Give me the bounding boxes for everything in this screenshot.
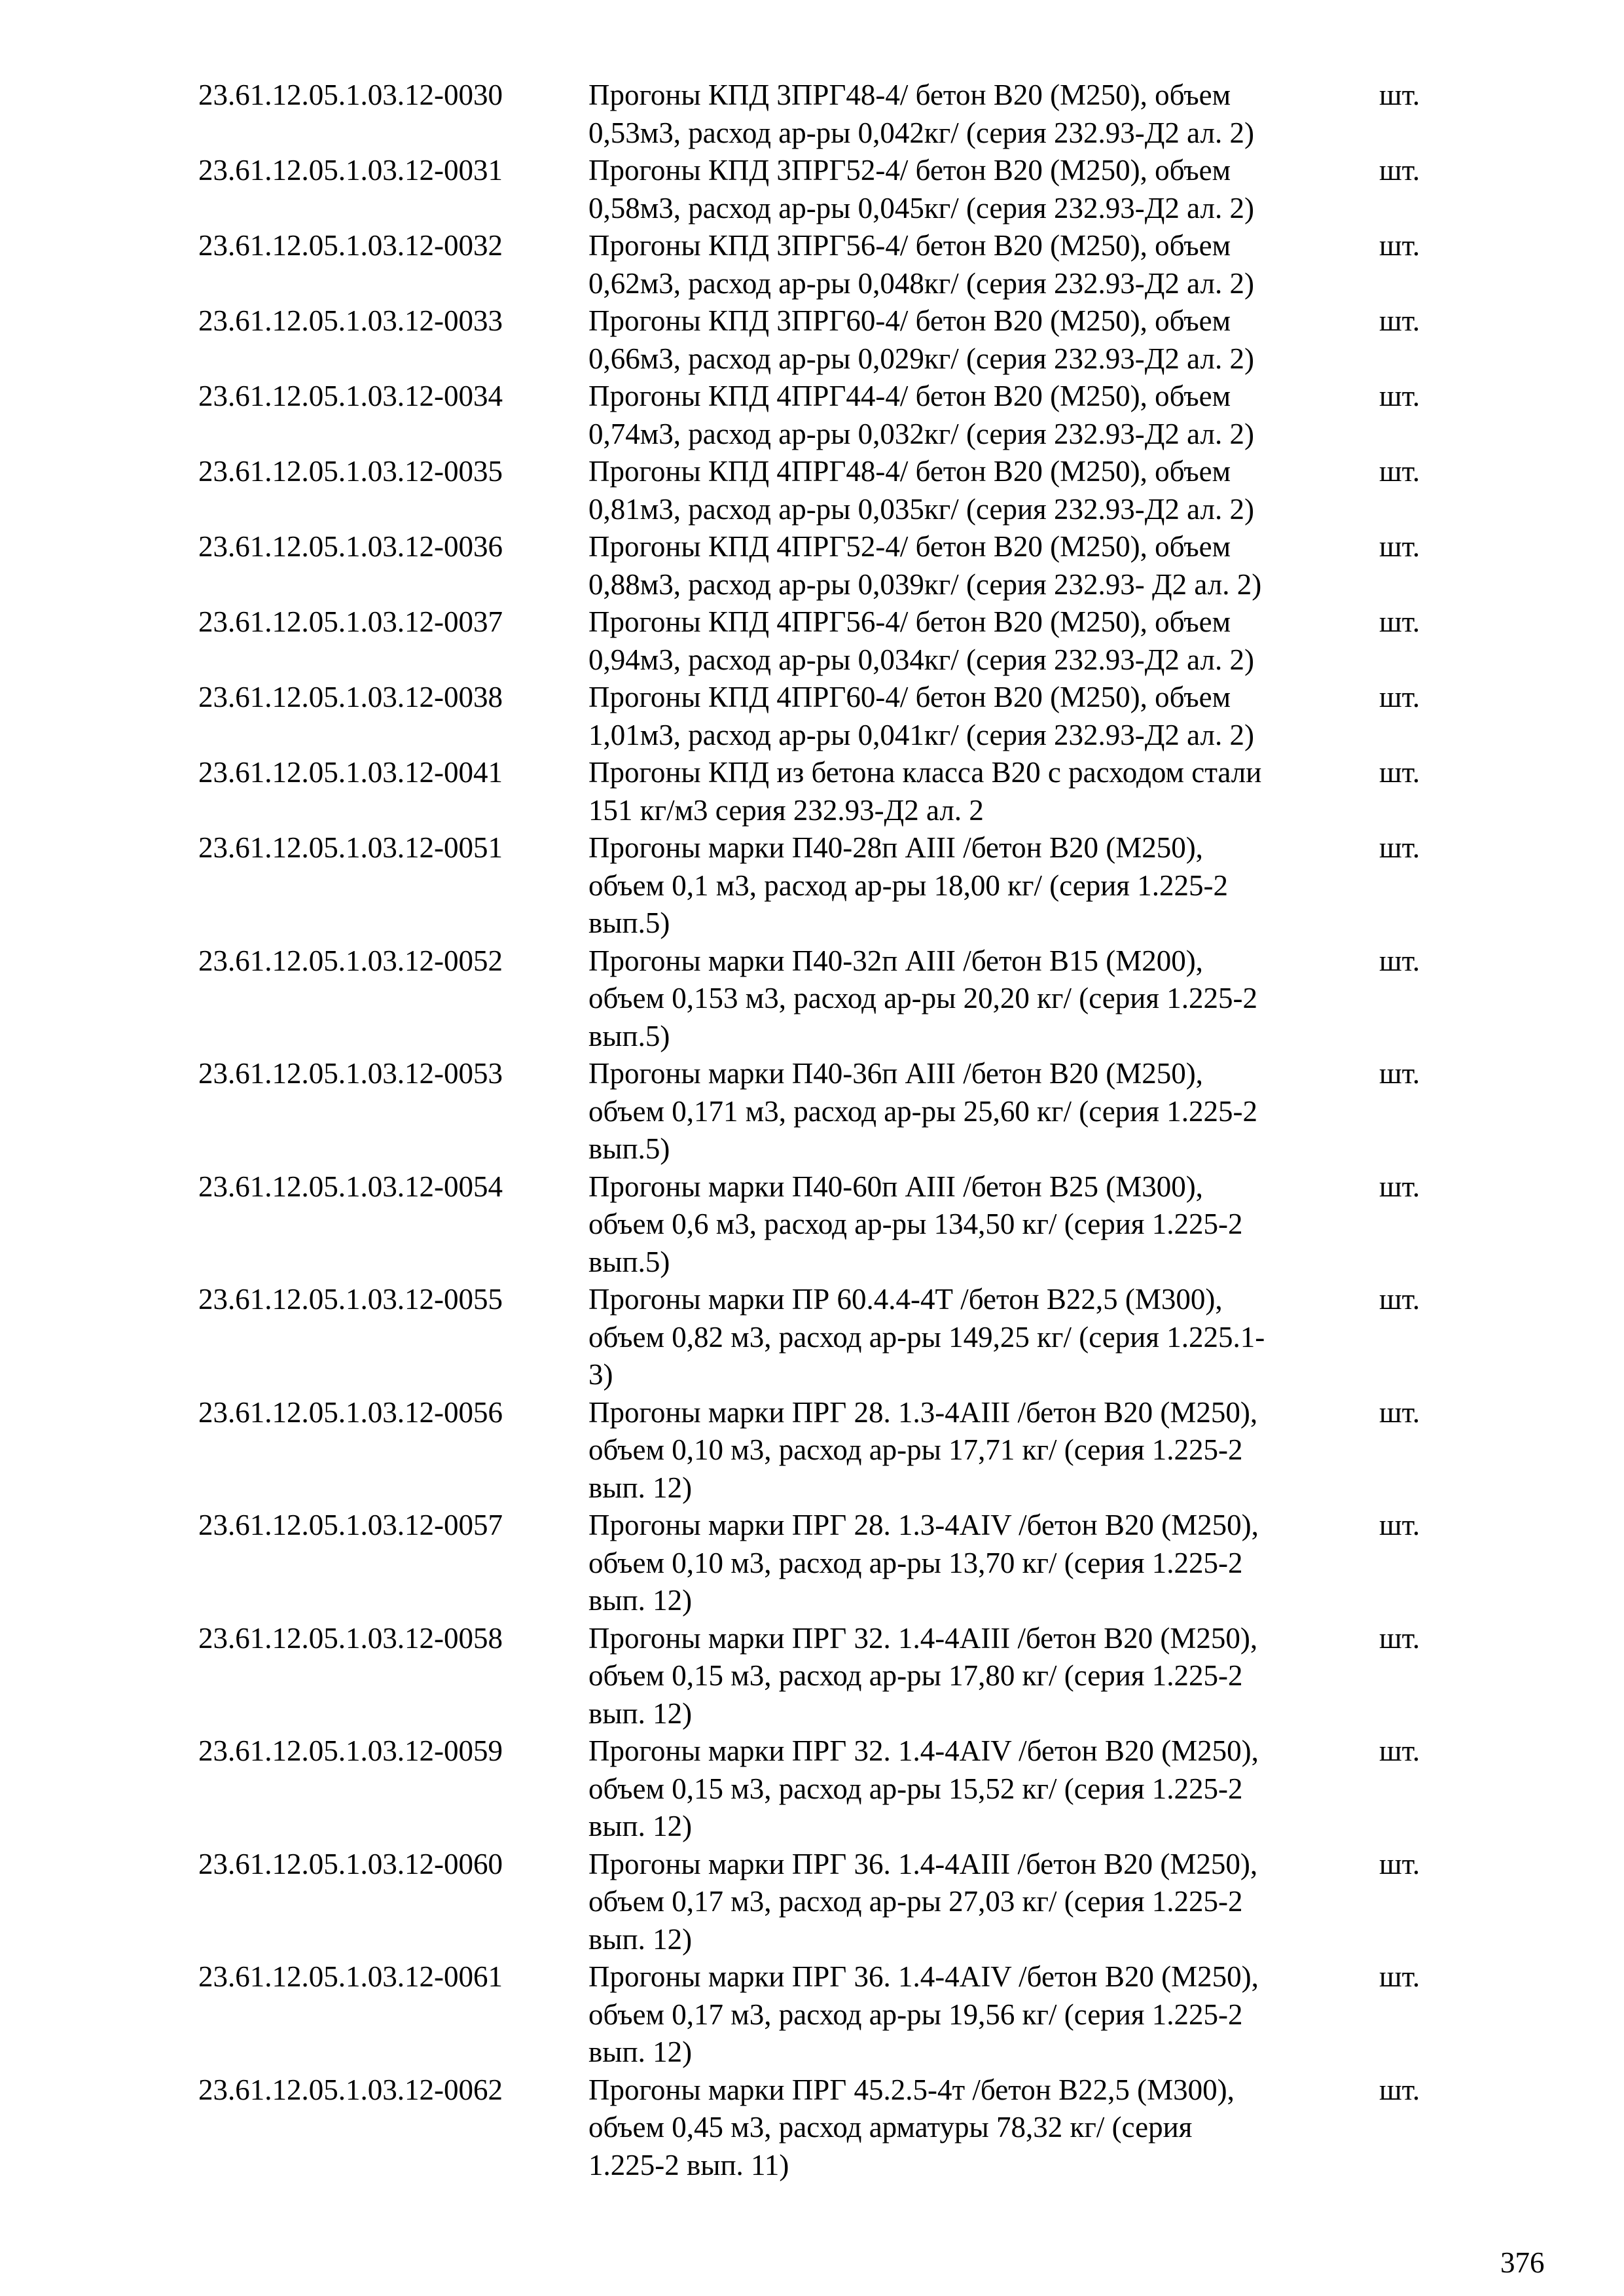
row-description: Прогоны марки ПРГ 36. 1.4-4АIII /бетон В20 (М250), объем 0,17 м3, расход ар-ры 27,03 кг/ (серия 1.225-2 вып. 12) bbox=[588, 1847, 1258, 1956]
page-number: 376 bbox=[1500, 2246, 1545, 2279]
table-row bbox=[198, 603, 1442, 679]
table-row bbox=[198, 1620, 1442, 1733]
price-list-table bbox=[198, 77, 1442, 2184]
row-unit: шт. bbox=[1379, 455, 1420, 488]
row-description: Прогоны марки ПРГ 28. 1.3-4АIV /бетон В20 (М250), объем 0,10 м3, расход ар-ры 13,70 кг/ (серия 1.225-2 вып. 12) bbox=[588, 1509, 1259, 1617]
row-description: Прогоны марки П40-32п АIII /бетон В15 (М200), объем 0,153 м3, расход ар-ры 20,20 кг/ (серия 1.225-2 вып.5) bbox=[588, 944, 1257, 1052]
row-code: 23.61.12.05.1.03.12-0034 bbox=[198, 380, 503, 412]
row-description: Прогоны КПД 4ПРГ44-4/ бетон В20 (М250), объем 0,74м3, расход ар-ры 0,032кг/ (серия 232.93-Д2 ал. 2) bbox=[588, 380, 1254, 450]
row-unit: шт. bbox=[1379, 1847, 1420, 1880]
row-code: 23.61.12.05.1.03.12-0032 bbox=[198, 229, 503, 262]
table-row bbox=[198, 1507, 1442, 1620]
table-row bbox=[198, 1732, 1442, 1846]
row-description: Прогоны марки ПР 60.4.4-4Т /бетон В22,5 (М300), объем 0,82 м3, расход ар-ры 149,25 кг/ (серия 1.225.1- 3) bbox=[588, 1283, 1265, 1391]
table-row bbox=[198, 1055, 1442, 1168]
table-row bbox=[198, 942, 1442, 1056]
row-unit: шт. bbox=[1379, 605, 1420, 638]
row-unit: шт. bbox=[1379, 1057, 1420, 1090]
table-row bbox=[198, 302, 1442, 378]
row-code: 23.61.12.05.1.03.12-0062 bbox=[198, 2073, 503, 2106]
row-unit: шт. bbox=[1379, 1960, 1420, 1993]
table-row bbox=[198, 1394, 1442, 1507]
table-row bbox=[198, 453, 1442, 528]
row-code: 23.61.12.05.1.03.12-0036 bbox=[198, 530, 503, 563]
row-unit: шт. bbox=[1379, 79, 1420, 111]
row-code: 23.61.12.05.1.03.12-0031 bbox=[198, 154, 503, 187]
row-unit: шт. bbox=[1379, 756, 1420, 789]
table-row bbox=[198, 1281, 1442, 1394]
table-row bbox=[198, 77, 1442, 152]
row-description: Прогоны марки ПРГ 32. 1.4-4АIV /бетон В20 (М250), объем 0,15 м3, расход ар-ры 15,52 кг/ (серия 1.225-2 вып. 12) bbox=[588, 1734, 1259, 1842]
row-unit: шт. bbox=[1379, 1509, 1420, 1541]
row-description: Прогоны КПД 4ПРГ56-4/ бетон В20 (М250), объем 0,94м3, расход ар-ры 0,034кг/ (серия 232.93-Д2 ал. 2) bbox=[588, 605, 1254, 676]
row-unit: шт. bbox=[1379, 380, 1420, 412]
row-description: Прогоны марки ПРГ 36. 1.4-4АIV /бетон В20 (М250), объем 0,17 м3, расход ар-ры 19,56 кг/ (серия 1.225-2 вып. 12) bbox=[588, 1960, 1259, 2068]
row-unit: шт. bbox=[1379, 1621, 1420, 1655]
table-row bbox=[198, 1958, 1442, 2072]
row-unit: шт. bbox=[1379, 1170, 1420, 1203]
row-code: 23.61.12.05.1.03.12-0057 bbox=[198, 1509, 503, 1541]
table-row bbox=[198, 829, 1442, 942]
table-row bbox=[198, 152, 1442, 227]
row-unit: шт. bbox=[1379, 681, 1420, 713]
row-description: Прогоны КПД 3ПРГ60-4/ бетон В20 (М250), объем 0,66м3, расход ар-ры 0,029кг/ (серия 232.93-Д2 ал. 2) bbox=[588, 304, 1254, 375]
row-description: Прогоны КПД 3ПРГ56-4/ бетон В20 (М250), объем 0,62м3, расход ар-ры 0,048кг/ (серия 232.93-Д2 ал. 2) bbox=[588, 229, 1254, 300]
table-row bbox=[198, 227, 1442, 302]
row-code: 23.61.12.05.1.03.12-0053 bbox=[198, 1057, 503, 1090]
row-description: Прогоны марки ПРГ 28. 1.3-4АIII /бетон В20 (М250), объем 0,10 м3, расход ар-ры 17,71 кг/ (серия 1.225-2 вып. 12) bbox=[588, 1395, 1258, 1504]
row-code: 23.61.12.05.1.03.12-0055 bbox=[198, 1283, 503, 1316]
row-code: 23.61.12.05.1.03.12-0058 bbox=[198, 1621, 503, 1655]
row-code: 23.61.12.05.1.03.12-0033 bbox=[198, 304, 503, 337]
row-code: 23.61.12.05.1.03.12-0060 bbox=[198, 1847, 503, 1880]
row-unit: шт. bbox=[1379, 831, 1420, 864]
table-row bbox=[198, 2072, 1442, 2185]
row-code: 23.61.12.05.1.03.12-0041 bbox=[198, 756, 503, 789]
table-row bbox=[198, 754, 1442, 829]
table-row bbox=[198, 679, 1442, 754]
row-description: Прогоны КПД 3ПРГ52-4/ бетон В20 (М250), объем 0,58м3, расход ар-ры 0,045кг/ (серия 232.93-Д2 ал. 2) bbox=[588, 154, 1254, 224]
row-description: Прогоны марки ПРГ 32. 1.4-4АIII /бетон В20 (М250), объем 0,15 м3, расход ар-ры 17,80 кг/ (серия 1.225-2 вып. 12) bbox=[588, 1621, 1258, 1730]
row-code: 23.61.12.05.1.03.12-0037 bbox=[198, 605, 503, 638]
row-unit: шт. bbox=[1379, 1395, 1420, 1429]
row-unit: шт. bbox=[1379, 1283, 1420, 1316]
row-description: Прогоны марки ПРГ 45.2.5-4т /бетон В22,5 (М300), объем 0,45 м3, расход арматуры 78,32 кг/ (серия 1.225-2 вып. 11) bbox=[588, 2073, 1235, 2181]
table-row bbox=[198, 378, 1442, 453]
row-description: Прогоны марки П40-60п АIII /бетон В25 (М300), объем 0,6 м3, расход ар-ры 134,50 кг/ (серия 1.225-2 вып.5) bbox=[588, 1170, 1243, 1278]
row-description: Прогоны КПД 4ПРГ60-4/ бетон В20 (М250), объем 1,01м3, расход ар-ры 0,041кг/ (серия 232.93-Д2 ал. 2) bbox=[588, 681, 1254, 751]
row-description: Прогоны марки П40-28п АIII /бетон В20 (М250), объем 0,1 м3, расход ар-ры 18,00 кг/ (серия 1.225-2 вып.5) bbox=[588, 831, 1228, 939]
row-description: Прогоны КПД 4ПРГ48-4/ бетон В20 (М250), объем 0,81м3, расход ар-ры 0,035кг/ (серия 232.93-Д2 ал. 2) bbox=[588, 455, 1254, 526]
row-description: Прогоны марки П40-36п АIII /бетон В20 (М250), объем 0,171 м3, расход ар-ры 25,60 кг/ (серия 1.225-2 вып.5) bbox=[588, 1057, 1257, 1165]
row-description: Прогоны КПД из бетона класса В20 с расходом стали 151 кг/м3 серия 232.93-Д2 ал. 2 bbox=[588, 756, 1262, 827]
row-unit: шт. bbox=[1379, 229, 1420, 262]
row-unit: шт. bbox=[1379, 1734, 1420, 1767]
row-code: 23.61.12.05.1.03.12-0052 bbox=[198, 944, 503, 977]
row-unit: шт. bbox=[1379, 530, 1420, 563]
row-unit: шт. bbox=[1379, 2073, 1420, 2106]
row-code: 23.61.12.05.1.03.12-0030 bbox=[198, 79, 503, 111]
row-code: 23.61.12.05.1.03.12-0054 bbox=[198, 1170, 503, 1203]
row-description: Прогоны КПД 4ПРГ52-4/ бетон В20 (М250), объем 0,88м3, расход ар-ры 0,039кг/ (серия 232.93- Д2 ал. 2) bbox=[588, 530, 1262, 601]
row-code: 23.61.12.05.1.03.12-0038 bbox=[198, 681, 503, 713]
row-code: 23.61.12.05.1.03.12-0056 bbox=[198, 1395, 503, 1429]
row-description: Прогоны КПД 3ПРГ48-4/ бетон В20 (М250), объем 0,53м3, расход ар-ры 0,042кг/ (серия 232.93-Д2 ал. 2) bbox=[588, 79, 1254, 149]
table-row bbox=[198, 1168, 1442, 1282]
row-code: 23.61.12.05.1.03.12-0061 bbox=[198, 1960, 503, 1993]
row-unit: шт. bbox=[1379, 944, 1420, 977]
row-code: 23.61.12.05.1.03.12-0051 bbox=[198, 831, 503, 864]
row-code: 23.61.12.05.1.03.12-0059 bbox=[198, 1734, 503, 1767]
row-unit: шт. bbox=[1379, 154, 1420, 187]
row-code: 23.61.12.05.1.03.12-0035 bbox=[198, 455, 503, 488]
table-row bbox=[198, 1846, 1442, 1959]
row-unit: шт. bbox=[1379, 304, 1420, 337]
table-row bbox=[198, 528, 1442, 603]
